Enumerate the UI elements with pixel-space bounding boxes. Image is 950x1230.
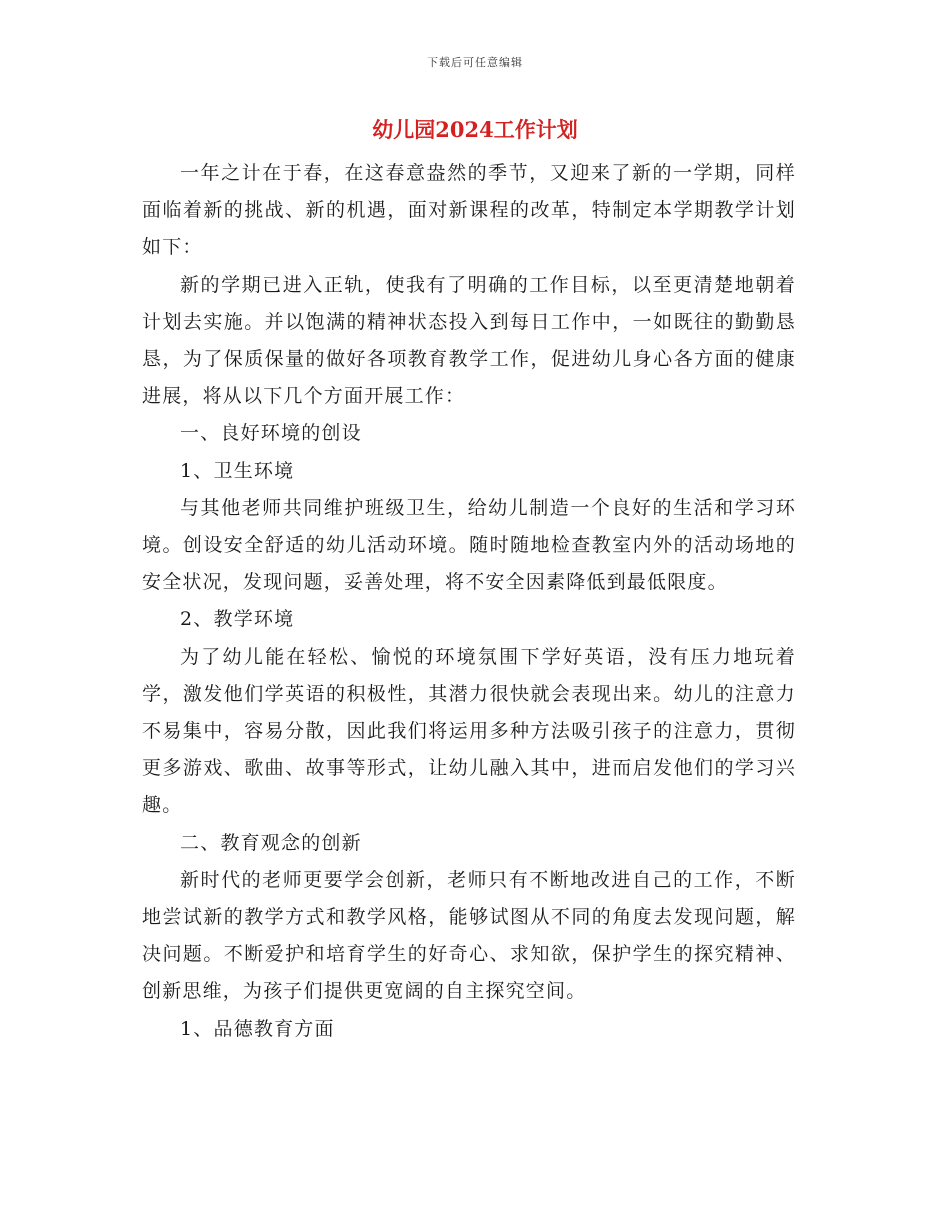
paragraph-overview: 新的学期已进入正轨，使我有了明确的工作目标，以至更清楚地朝着计划去实施。并以饱满的精神状态投入到每日工作中，一如既往的勤勤恳恳，为了保质保量的做好各项教育教学工作，促进幼儿身心各方面的健康进展，将从以下几个方面开展工作： xyxy=(142,273,796,408)
header-note: 下载后可任意编辑 xyxy=(427,56,523,69)
subsection-heading-teaching-environment: 2、教学环境 xyxy=(180,608,295,631)
subsection-heading-hygiene: 1、卫生环境 xyxy=(180,459,295,482)
subsection-heading-moral-education: 1、品德教育方面 xyxy=(180,1017,335,1040)
paragraph-innovation: 新时代的老师更要学会创新，老师只有不断地改进自己的工作，不断地尝试新的教学方式和教学风格，能够试图从不同的角度去发现问题，解决问题。不断爱护和培育学生的好奇心、求知欲，保护学生的探究精神、创新思维，为孩子们提供更宽阔的自主探究空间。 xyxy=(142,868,796,1003)
paragraph-intro: 一年之计在于春，在这春意盎然的季节，又迎来了新的一学期，同样面临着新的挑战、新的机遇，面对新课程的改革，特制定本学期教学计划如下： xyxy=(142,162,796,259)
document-title: 幼儿园2024工作计划 xyxy=(372,117,578,142)
paragraph-hygiene: 与其他老师共同维护班级卫生，给幼儿制造一个良好的生活和学习环境。创设安全舒适的幼儿活动环境。随时随地检查教室内外的活动场地的安全状况，发现问题，妥善处理，将不安全因素降低到最低限度。 xyxy=(142,496,796,594)
paragraph-teaching-environment: 为了幼儿能在轻松、愉悦的环境氛围下学好英语，没有压力地玩着学，激发他们学英语的积极性，其潜力很快就会表现出来。幼儿的注意力不易集中，容易分散，因此我们将运用多种方法吸引孩子的注意力，贯彻更多游戏、歌曲、故事等形式，让幼儿融入其中，进而启发他们的学习兴趣。 xyxy=(142,645,796,817)
section-heading-environment: 一、良好环境的创设 xyxy=(180,422,362,445)
document-body xyxy=(142,155,796,1048)
section-heading-innovation: 二、教育观念的创新 xyxy=(180,831,362,854)
